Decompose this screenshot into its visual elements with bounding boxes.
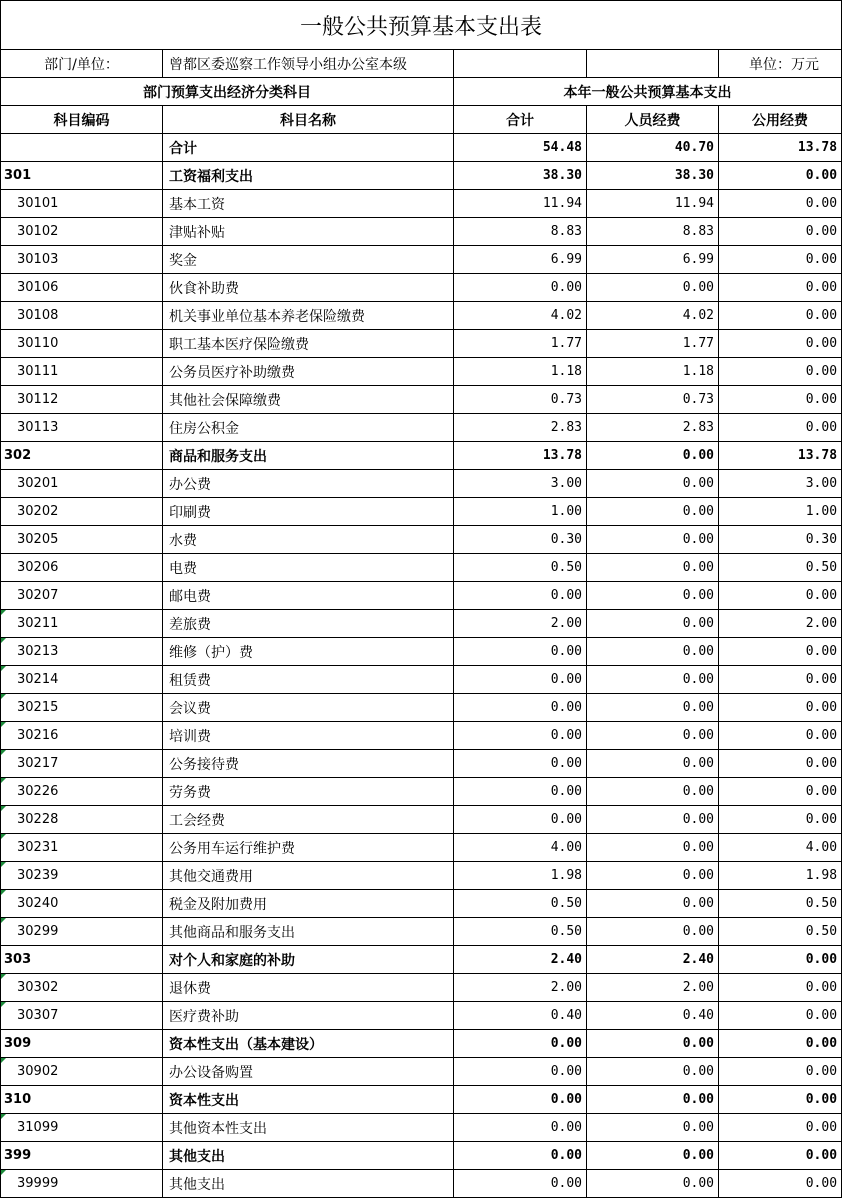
row-total: 0.30 (454, 526, 587, 554)
row-name: 会议费 (163, 694, 454, 722)
row-code: 30112 (1, 386, 163, 414)
row-name: 伙食补助费 (163, 274, 454, 302)
row-code: 30110 (1, 330, 163, 358)
row-public: 0.00 (719, 330, 842, 358)
row-name: 差旅费 (163, 610, 454, 638)
cell-marker-icon (1, 778, 6, 783)
row-personnel: 0.73 (587, 386, 719, 414)
row-public: 0.00 (719, 386, 842, 414)
row-code: 30214 (1, 666, 163, 694)
row-name: 电费 (163, 554, 454, 582)
row-public: 0.30 (719, 526, 842, 554)
row-personnel: 0.00 (587, 1114, 719, 1142)
row-code: 30226 (1, 778, 163, 806)
row-total: 0.00 (454, 1114, 587, 1142)
row-total: 2.00 (454, 974, 587, 1002)
table-row (1, 470, 842, 498)
row-public: 0.00 (719, 638, 842, 666)
row-total: 0.00 (454, 1170, 587, 1198)
row-code: 30213 (1, 638, 163, 666)
row-name: 其他社会保障缴费 (163, 386, 454, 414)
row-total: 0.00 (454, 638, 587, 666)
row-code: 30102 (1, 218, 163, 246)
row-code: 30207 (1, 582, 163, 610)
row-public: 0.00 (719, 1002, 842, 1030)
row-name: 其他交通费用 (163, 862, 454, 890)
row-total: 1.98 (454, 862, 587, 890)
row-public: 0.00 (719, 302, 842, 330)
row-personnel: 0.00 (587, 554, 719, 582)
row-public: 0.00 (719, 162, 842, 190)
row-personnel: 0.00 (587, 610, 719, 638)
row-name: 公务接待费 (163, 750, 454, 778)
cell-marker-icon (1, 1002, 6, 1007)
row-total: 11.94 (454, 190, 587, 218)
category-row (1, 162, 842, 190)
row-public: 0.00 (719, 274, 842, 302)
row-code: 309 (1, 1030, 163, 1058)
row-total: 4.02 (454, 302, 587, 330)
row-personnel: 0.00 (587, 526, 719, 554)
row-total: 1.18 (454, 358, 587, 386)
row-personnel: 0.00 (587, 1058, 719, 1086)
table-row (1, 554, 842, 582)
empty-cell (587, 50, 719, 78)
row-public: 4.00 (719, 834, 842, 862)
row-total: 0.50 (454, 918, 587, 946)
cell-marker-icon (1, 834, 6, 839)
row-public: 0.00 (719, 218, 842, 246)
column-header-personnel: 人员经费 (587, 106, 719, 134)
table-row (1, 750, 842, 778)
row-personnel: 6.99 (587, 246, 719, 274)
row-public: 0.50 (719, 890, 842, 918)
column-header-total: 合计 (454, 106, 587, 134)
category-row (1, 1086, 842, 1114)
row-public: 0.00 (719, 722, 842, 750)
row-code: 39999 (1, 1170, 163, 1198)
row-public: 2.00 (719, 610, 842, 638)
category-row (1, 1030, 842, 1058)
row-code: 399 (1, 1142, 163, 1170)
row-code: 30108 (1, 302, 163, 330)
table-row (1, 582, 842, 610)
meta-row (1, 50, 842, 78)
cell-marker-icon (1, 862, 6, 867)
row-personnel: 2.40 (587, 946, 719, 974)
row-public: 3.00 (719, 470, 842, 498)
row-code: 30211 (1, 610, 163, 638)
row-public: 0.00 (719, 414, 842, 442)
row-name: 资本性支出（基本建设） (163, 1030, 454, 1058)
cell-marker-icon (1, 1058, 6, 1063)
row-code: 30202 (1, 498, 163, 526)
row-personnel: 11.94 (587, 190, 719, 218)
row-public: 0.00 (719, 1170, 842, 1198)
row-personnel: 0.00 (587, 778, 719, 806)
row-public: 0.00 (719, 1030, 842, 1058)
table-row (1, 414, 842, 442)
row-total: 6.99 (454, 246, 587, 274)
row-name: 基本工资 (163, 190, 454, 218)
row-personnel: 0.00 (587, 862, 719, 890)
row-total: 0.00 (454, 274, 587, 302)
row-code: 30106 (1, 274, 163, 302)
row-name: 办公设备购置 (163, 1058, 454, 1086)
row-name: 职工基本医疗保险缴费 (163, 330, 454, 358)
row-public: 0.00 (719, 946, 842, 974)
table-row (1, 498, 842, 526)
row-personnel: 0.00 (587, 470, 719, 498)
row-total: 0.00 (454, 582, 587, 610)
row-total: 2.00 (454, 610, 587, 638)
row-public: 0.00 (719, 666, 842, 694)
row-name: 对个人和家庭的补助 (163, 946, 454, 974)
row-personnel: 0.00 (587, 1086, 719, 1114)
row-name: 资本性支出 (163, 1086, 454, 1114)
row-public: 0.50 (719, 554, 842, 582)
right-group-header: 本年一般公共预算基本支出 (454, 78, 842, 106)
table-row (1, 834, 842, 862)
table-row (1, 218, 842, 246)
row-total: 0.00 (454, 1086, 587, 1114)
total-personnel: 40.70 (587, 134, 719, 162)
table-row (1, 274, 842, 302)
row-name: 医疗费补助 (163, 1002, 454, 1030)
row-name: 津贴补贴 (163, 218, 454, 246)
row-code: 310 (1, 1086, 163, 1114)
row-personnel: 0.00 (587, 1170, 719, 1198)
row-personnel: 1.77 (587, 330, 719, 358)
category-row (1, 1142, 842, 1170)
row-personnel: 2.00 (587, 974, 719, 1002)
row-name: 邮电费 (163, 582, 454, 610)
row-personnel: 0.00 (587, 638, 719, 666)
row-personnel: 0.00 (587, 498, 719, 526)
row-code: 30240 (1, 890, 163, 918)
column-header-row (1, 106, 842, 134)
row-total: 1.00 (454, 498, 587, 526)
row-code: 30216 (1, 722, 163, 750)
cell-marker-icon (1, 918, 6, 923)
row-name: 工会经费 (163, 806, 454, 834)
row-code: 30228 (1, 806, 163, 834)
row-name: 公务员医疗补助缴费 (163, 358, 454, 386)
row-name: 商品和服务支出 (163, 442, 454, 470)
table-row (1, 918, 842, 946)
cell-marker-icon (1, 722, 6, 727)
table-row (1, 1002, 842, 1030)
category-row (1, 442, 842, 470)
row-total: 13.78 (454, 442, 587, 470)
row-name: 劳务费 (163, 778, 454, 806)
row-total: 4.00 (454, 834, 587, 862)
table-row (1, 890, 842, 918)
row-total: 0.73 (454, 386, 587, 414)
row-name: 工资福利支出 (163, 162, 454, 190)
row-public: 0.00 (719, 190, 842, 218)
table-row (1, 610, 842, 638)
total-public: 13.78 (719, 134, 842, 162)
row-name: 其他支出 (163, 1142, 454, 1170)
cell-marker-icon (1, 666, 6, 671)
row-personnel: 4.02 (587, 302, 719, 330)
cell-marker-icon (1, 750, 6, 755)
row-code: 302 (1, 442, 163, 470)
row-name: 租赁费 (163, 666, 454, 694)
table-row (1, 190, 842, 218)
row-total: 0.00 (454, 1142, 587, 1170)
unit-label: 单位：万元 (719, 50, 842, 78)
row-name: 机关事业单位基本养老保险缴费 (163, 302, 454, 330)
row-code: 30902 (1, 1058, 163, 1086)
row-public: 0.00 (719, 582, 842, 610)
row-total: 1.77 (454, 330, 587, 358)
cell-marker-icon (1, 1114, 6, 1119)
row-code: 31099 (1, 1114, 163, 1142)
cell-marker-icon (1, 974, 6, 979)
row-code: 30302 (1, 974, 163, 1002)
left-group-header: 部门预算支出经济分类科目 (1, 78, 454, 106)
row-total: 0.00 (454, 1030, 587, 1058)
row-personnel: 0.00 (587, 890, 719, 918)
row-code: 30307 (1, 1002, 163, 1030)
table-row (1, 778, 842, 806)
table-row (1, 1114, 842, 1142)
total-row (1, 134, 842, 162)
row-code: 30201 (1, 470, 163, 498)
row-personnel: 38.30 (587, 162, 719, 190)
row-personnel: 0.00 (587, 666, 719, 694)
row-code: 30239 (1, 862, 163, 890)
row-personnel: 0.00 (587, 694, 719, 722)
row-total: 0.00 (454, 666, 587, 694)
row-name: 住房公积金 (163, 414, 454, 442)
row-name: 公务用车运行维护费 (163, 834, 454, 862)
column-header-public: 公用经费 (719, 106, 842, 134)
row-personnel: 0.00 (587, 806, 719, 834)
row-public: 13.78 (719, 442, 842, 470)
table-row (1, 302, 842, 330)
total-sum: 54.48 (454, 134, 587, 162)
total-label: 合计 (163, 134, 454, 162)
row-total: 0.50 (454, 554, 587, 582)
row-total: 2.83 (454, 414, 587, 442)
cell-marker-icon (1, 806, 6, 811)
cell-marker-icon (1, 890, 6, 895)
row-name: 办公费 (163, 470, 454, 498)
row-name: 水费 (163, 526, 454, 554)
table-row (1, 386, 842, 414)
table-row (1, 806, 842, 834)
row-personnel: 0.00 (587, 442, 719, 470)
cell-marker-icon (1, 694, 6, 699)
table-row (1, 974, 842, 1002)
row-code: 30215 (1, 694, 163, 722)
row-public: 0.00 (719, 246, 842, 274)
row-personnel: 1.18 (587, 358, 719, 386)
row-public: 0.00 (719, 974, 842, 1002)
row-total: 0.00 (454, 722, 587, 750)
table-row (1, 1058, 842, 1086)
row-total: 0.00 (454, 694, 587, 722)
row-total: 0.00 (454, 806, 587, 834)
table-row (1, 694, 842, 722)
row-code: 30217 (1, 750, 163, 778)
row-total: 38.30 (454, 162, 587, 190)
row-code: 30205 (1, 526, 163, 554)
row-total: 0.00 (454, 778, 587, 806)
table-row (1, 666, 842, 694)
table-row (1, 330, 842, 358)
cell-marker-icon (1, 638, 6, 643)
row-personnel: 0.00 (587, 750, 719, 778)
empty-cell (1, 134, 163, 162)
row-name: 其他商品和服务支出 (163, 918, 454, 946)
table-row (1, 1170, 842, 1198)
row-code: 303 (1, 946, 163, 974)
row-name: 印刷费 (163, 498, 454, 526)
row-code: 30299 (1, 918, 163, 946)
table-row (1, 246, 842, 274)
row-total: 0.00 (454, 1058, 587, 1086)
row-public: 0.00 (719, 1142, 842, 1170)
row-personnel: 0.00 (587, 834, 719, 862)
row-code: 30206 (1, 554, 163, 582)
row-code: 30103 (1, 246, 163, 274)
row-public: 0.00 (719, 1114, 842, 1142)
row-public: 0.00 (719, 806, 842, 834)
row-total: 0.00 (454, 750, 587, 778)
row-personnel: 0.00 (587, 1142, 719, 1170)
row-public: 1.00 (719, 498, 842, 526)
table-row (1, 358, 842, 386)
row-personnel: 0.00 (587, 1030, 719, 1058)
row-code: 30231 (1, 834, 163, 862)
column-header-code: 科目编码 (1, 106, 163, 134)
row-public: 0.50 (719, 918, 842, 946)
row-code: 30101 (1, 190, 163, 218)
row-total: 0.40 (454, 1002, 587, 1030)
row-name: 退休费 (163, 974, 454, 1002)
row-total: 0.50 (454, 890, 587, 918)
table-row (1, 526, 842, 554)
table-row (1, 862, 842, 890)
column-header-name: 科目名称 (163, 106, 454, 134)
row-personnel: 0.00 (587, 274, 719, 302)
row-name: 奖金 (163, 246, 454, 274)
title-row (1, 1, 842, 50)
empty-cell (454, 50, 587, 78)
row-personnel: 0.40 (587, 1002, 719, 1030)
row-personnel: 2.83 (587, 414, 719, 442)
row-name: 维修（护）费 (163, 638, 454, 666)
cell-marker-icon (1, 1170, 6, 1175)
cell-marker-icon (1, 610, 6, 615)
page-title: 一般公共预算基本支出表 (1, 1, 842, 50)
row-code: 30111 (1, 358, 163, 386)
row-public: 0.00 (719, 1058, 842, 1086)
row-personnel: 0.00 (587, 582, 719, 610)
row-public: 0.00 (719, 778, 842, 806)
category-row (1, 946, 842, 974)
row-name: 其他支出 (163, 1170, 454, 1198)
table-row (1, 722, 842, 750)
row-public: 1.98 (719, 862, 842, 890)
row-name: 培训费 (163, 722, 454, 750)
row-code: 301 (1, 162, 163, 190)
table-row (1, 638, 842, 666)
row-name: 税金及附加费用 (163, 890, 454, 918)
row-public: 0.00 (719, 694, 842, 722)
dept-label: 部门/单位： (1, 50, 163, 78)
row-total: 2.40 (454, 946, 587, 974)
row-total: 3.00 (454, 470, 587, 498)
row-code: 30113 (1, 414, 163, 442)
row-total: 8.83 (454, 218, 587, 246)
row-name: 其他资本性支出 (163, 1114, 454, 1142)
dept-name: 曾都区委巡察工作领导小组办公室本级 (163, 50, 454, 78)
row-personnel: 8.83 (587, 218, 719, 246)
row-personnel: 0.00 (587, 722, 719, 750)
row-public: 0.00 (719, 358, 842, 386)
row-public: 0.00 (719, 1086, 842, 1114)
row-personnel: 0.00 (587, 918, 719, 946)
group-header-row (1, 78, 842, 106)
row-public: 0.00 (719, 750, 842, 778)
